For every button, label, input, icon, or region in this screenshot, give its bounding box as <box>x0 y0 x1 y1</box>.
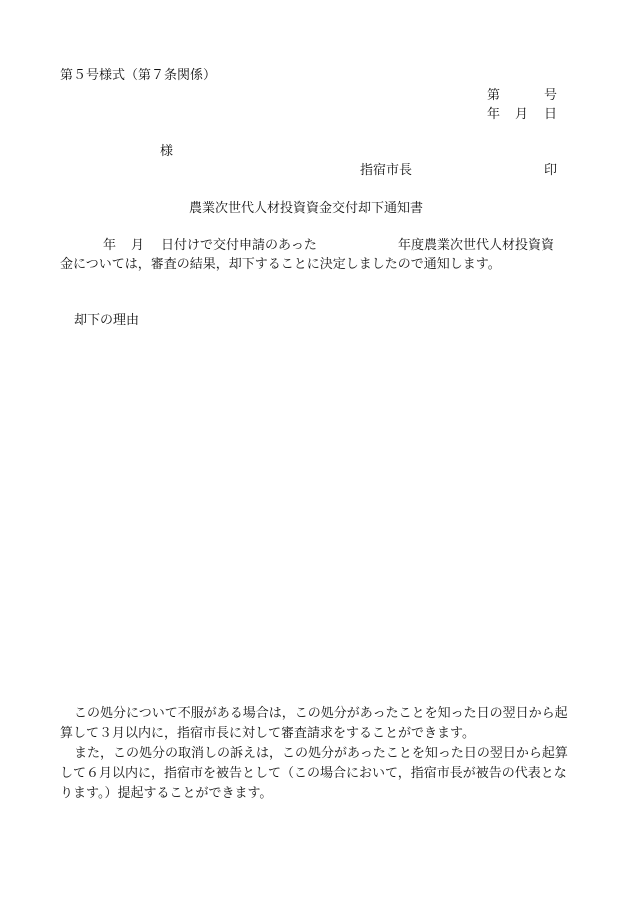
seal-mark: 印 <box>544 163 558 178</box>
body-line2: 金については，審査の結果，却下することに決定しましたので通知します。 <box>60 257 501 272</box>
date-month: 月 <box>515 107 529 122</box>
number-suffix: 号 <box>544 88 558 103</box>
sender-name: 指宿市長 <box>360 163 413 178</box>
form-label: 第５号様式（第７条関係） <box>60 68 217 83</box>
reason-label: 却下の理由 <box>74 313 140 328</box>
body-line1-month: 月 <box>131 238 145 253</box>
notice-paragraph-2: また，この処分の取消しの訴えは，この処分があったことを知った日の翌日から起算して６月以内に，指宿市を被告として（この場合において，指宿市長が被告の代表となります。）提起することができます。 <box>60 746 568 801</box>
date-day: 日 <box>544 107 558 122</box>
body-line1-text: 日付けで交付申請のあった <box>161 238 317 253</box>
body-line1-tail: 年度農業次世代人材投資資 <box>398 238 555 253</box>
notice-paragraph-1: この処分について不服がある場合は，この処分があったことを知った日の翌日から起算して３月以内に，指宿市長に対して審査請求をすることができます。 <box>60 706 568 741</box>
body-line1-year: 年 <box>103 238 117 253</box>
date-year: 年 <box>487 107 501 122</box>
appeal-notice <box>60 704 574 804</box>
document-title: 農業次世代人材投資資金交付却下通知書 <box>189 201 424 216</box>
number-prefix: 第 <box>487 88 501 103</box>
recipient-honorific: 様 <box>160 144 174 159</box>
